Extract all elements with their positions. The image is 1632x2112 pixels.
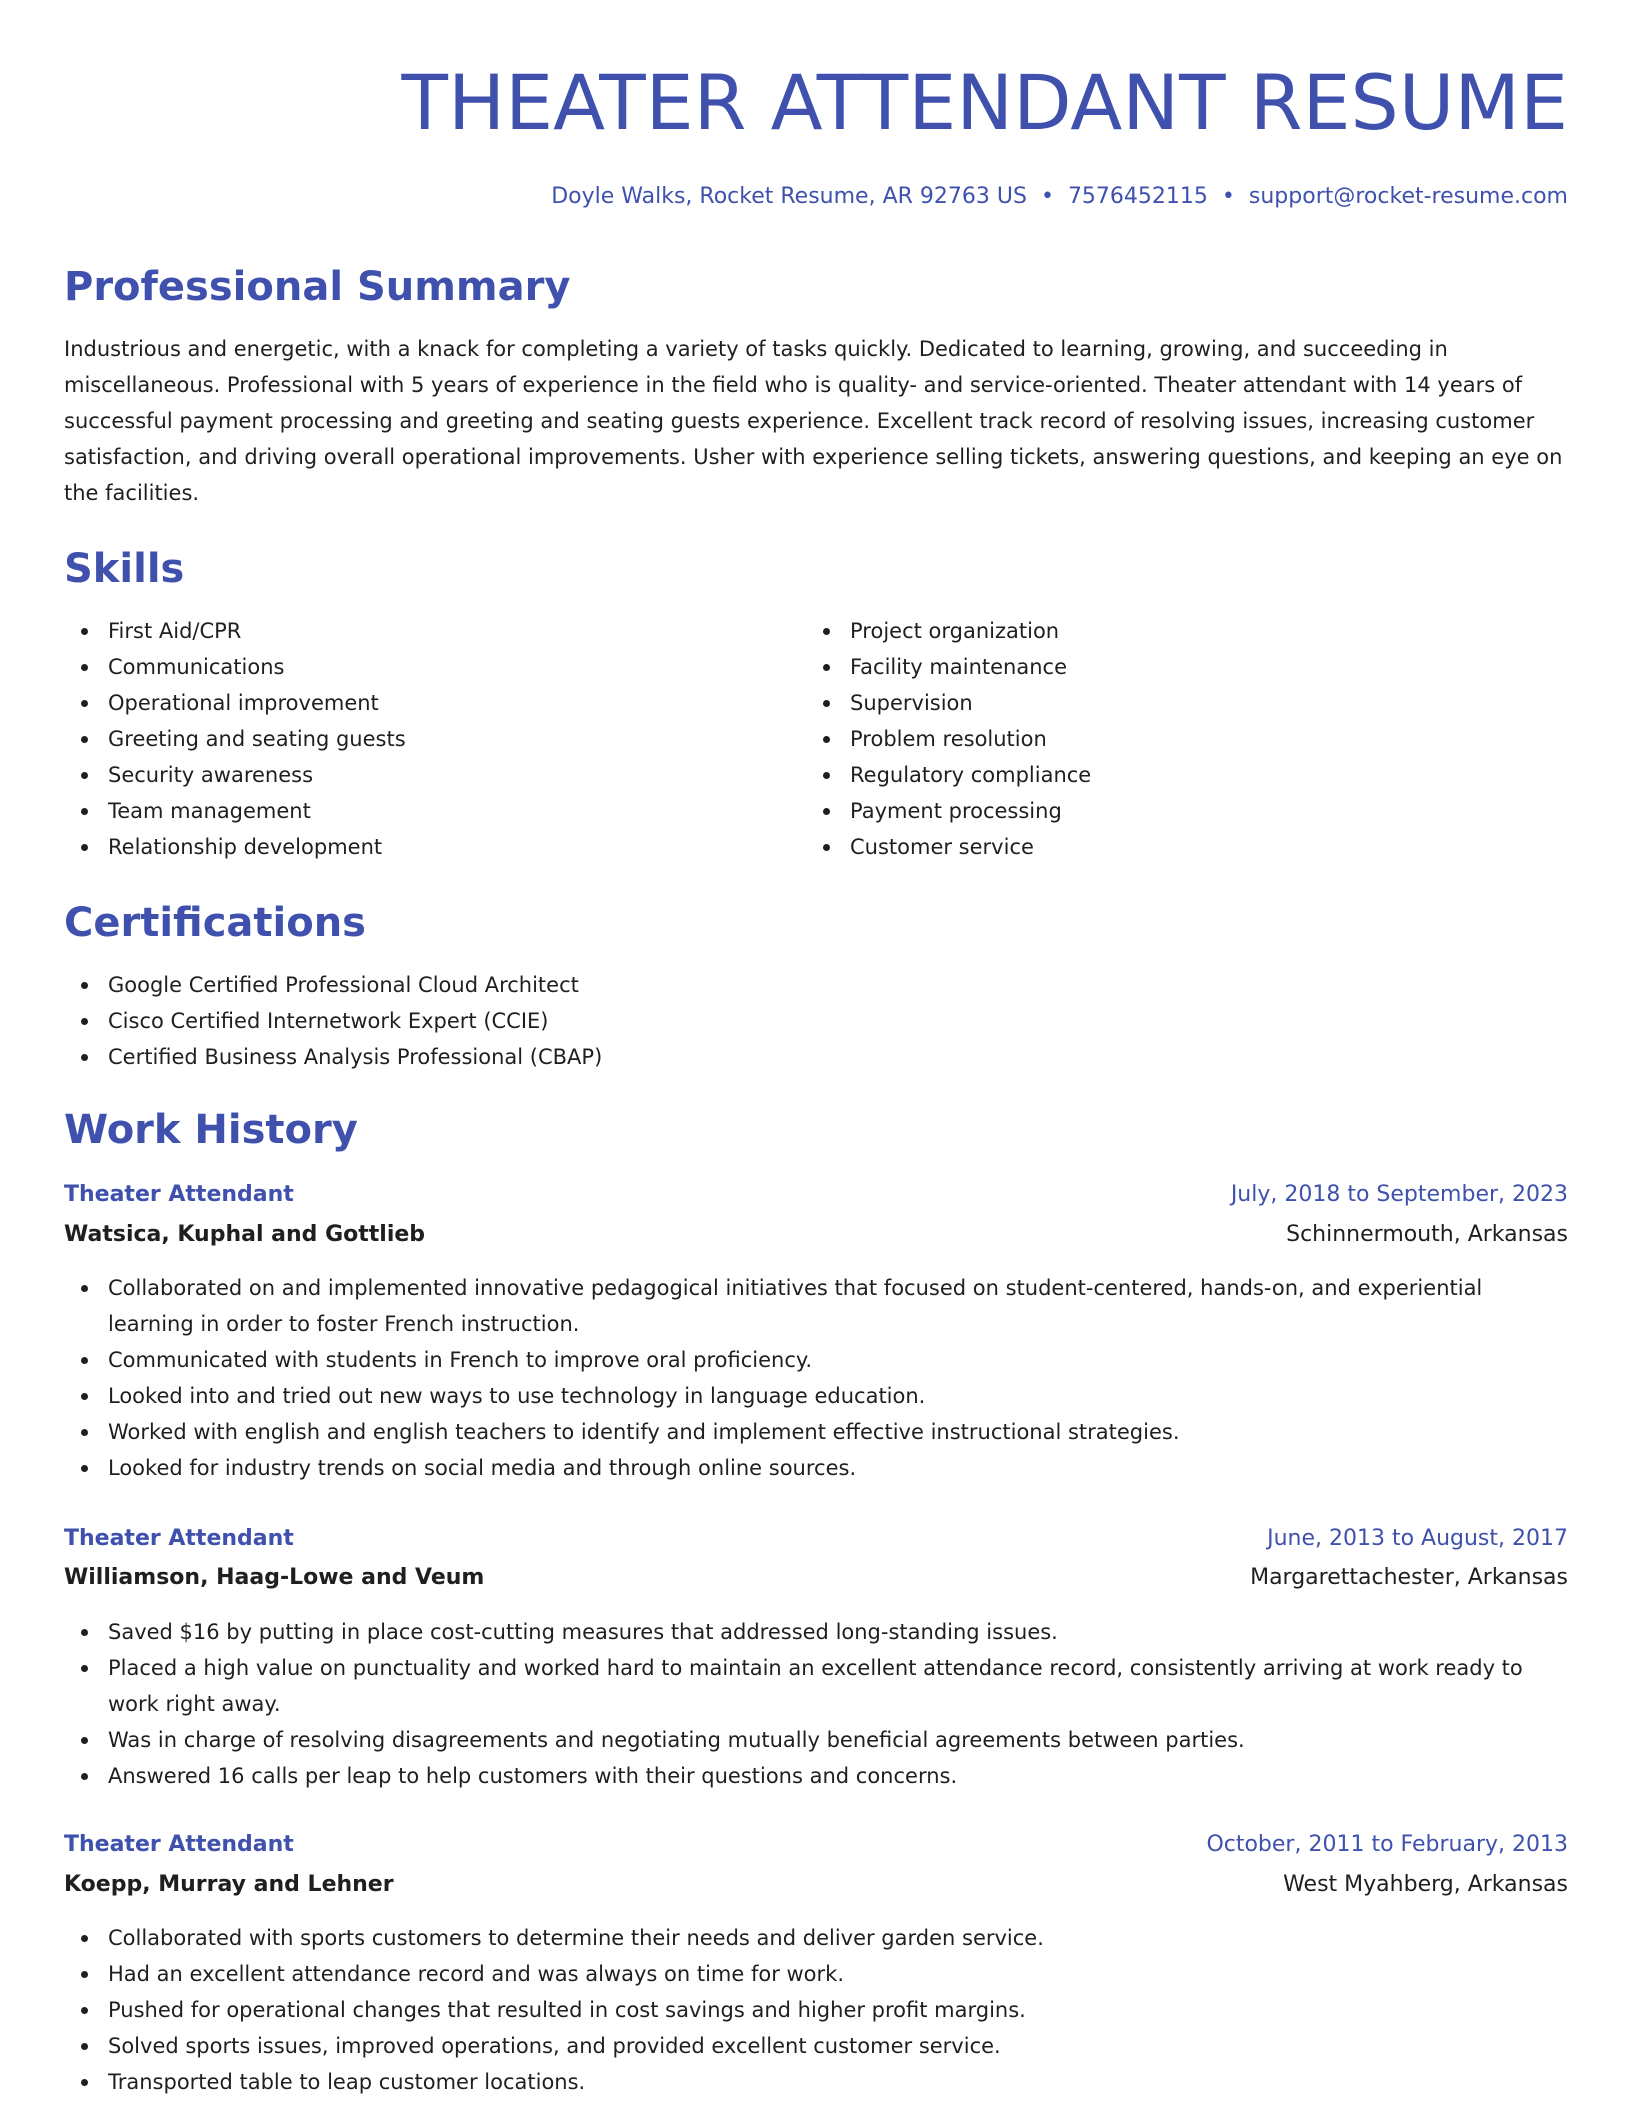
job-location: West Myahberg, Arkansas (1283, 1872, 1568, 1897)
job-bullet: Collaborated with sports customers to determine their needs and deliver garden service. (64, 1920, 1568, 1956)
contact-separator: • (1040, 184, 1054, 209)
job-bullets (64, 1614, 1568, 1794)
skill-item: Supervision (806, 685, 1506, 721)
section-heading-work-history: Work History (64, 1107, 358, 1153)
skill-item: Facility maintenance (806, 649, 1506, 685)
skill-item: Greeting and seating guests (64, 721, 764, 757)
job-company: Koepp, Murray and Lehner (64, 1872, 394, 1897)
section-heading-summary: Professional Summary (64, 264, 571, 310)
resume-title: THEATER ATTENDANT RESUME (401, 58, 1568, 147)
job-bullet: Looked into and tried out new ways to use technology in language education. (64, 1378, 1568, 1414)
job-bullet: Answered 16 calls per leap to help customers with their questions and concerns. (64, 1758, 1568, 1794)
contact-address: Doyle Walks, Rocket Resume, AR 92763 US (551, 184, 1027, 209)
job-location: Schinnermouth, Arkansas (1286, 1222, 1568, 1247)
job-bullet: Looked for industry trends on social media and through online sources. (64, 1450, 1568, 1486)
job-dates: June, 2013 to August, 2017 (1267, 1526, 1568, 1551)
job-bullet: Pushed for operational changes that resulted in cost savings and higher profit margins. (64, 1992, 1568, 2028)
job-bullets (64, 1920, 1568, 2100)
skill-item: First Aid/CPR (64, 613, 764, 649)
job-header-row (64, 1827, 1568, 1863)
section-heading-skills: Skills (64, 546, 185, 592)
job-bullet: Was in charge of resolving disagreements and negotiating mutually beneficial agreements between parties. (64, 1722, 1568, 1758)
job-company-row (64, 1867, 1568, 1903)
job-bullet: Collaborated on and implemented innovative pedagogical initiatives that focused on student-centered, hands-on, and experiential learning in order to foster French instruction. (64, 1270, 1568, 1342)
contact-phone: 7576452115 (1067, 184, 1208, 209)
job-company: Williamson, Haag-Lowe and Veum (64, 1565, 485, 1590)
section-heading-certifications: Certifications (64, 900, 366, 946)
skill-item: Operational improvement (64, 685, 764, 721)
job-company: Watsica, Kuphal and Gottlieb (64, 1222, 426, 1247)
skill-item: Communications (64, 649, 764, 685)
skill-item: Project organization (806, 613, 1506, 649)
summary-text: Industrious and energetic, with a knack for completing a variety of tasks quickly. Dedicated to learning, growing, and succeeding in miscellaneous. Professional with 5 years of experience in the field who is quality- and service-oriented. Theater attendant with 14 years of successful payment processing and greeting and seating guests experience. Excellent track record of resolving issues, increasing customer satisfaction, and driving overall operational improvements. Usher with experience selling tickets, answering questions, and keeping an eye on the facilities. (64, 337, 1563, 505)
job-header-row (64, 1521, 1568, 1557)
certifications-list (64, 967, 1568, 1075)
job-bullet: Saved $16 by putting in place cost-cutting measures that addressed long-standing issues. (64, 1614, 1568, 1650)
job-company-row (64, 1560, 1568, 1596)
job-bullet: Communicated with students in French to improve oral proficiency. (64, 1342, 1568, 1378)
skill-item: Relationship development (64, 829, 764, 865)
skill-item: Team management (64, 793, 764, 829)
skill-item: Problem resolution (806, 721, 1506, 757)
job-dates: October, 2011 to February, 2013 (1206, 1832, 1568, 1857)
skill-item: Regulatory compliance (806, 757, 1506, 793)
job-title: Theater Attendant (64, 1832, 294, 1857)
job-bullet: Had an excellent attendance record and was always on time for work. (64, 1956, 1568, 1992)
contact-line (551, 182, 1568, 212)
job-location: Margarettachester, Arkansas (1250, 1565, 1568, 1590)
skill-item: Security awareness (64, 757, 764, 793)
skill-item: Customer service (806, 829, 1506, 865)
job-header-row (64, 1177, 1568, 1213)
job-bullets (64, 1270, 1568, 1486)
contact-separator: • (1221, 184, 1235, 209)
certification-item: Cisco Certified Internetwork Expert (CCIE) (64, 1003, 1568, 1039)
certification-item: Certified Business Analysis Professional (CBAP) (64, 1039, 1568, 1075)
job-title: Theater Attendant (64, 1182, 294, 1207)
skills-list-right (806, 613, 1506, 865)
job-title: Theater Attendant (64, 1526, 294, 1551)
skills-list-left (64, 613, 764, 865)
job-company-row (64, 1217, 1568, 1253)
resume-page (64, 0, 1568, 2112)
certification-item: Google Certified Professional Cloud Architect (64, 967, 1568, 1003)
skill-item: Payment processing (806, 793, 1506, 829)
job-bullet: Solved sports issues, improved operations, and provided excellent customer service. (64, 2028, 1568, 2064)
job-bullet: Transported table to leap customer locations. (64, 2064, 1568, 2100)
job-dates: July, 2018 to September, 2023 (1230, 1182, 1568, 1207)
job-bullet: Placed a high value on punctuality and worked hard to maintain an excellent attendance record, consistently arriving at work ready to work right away. (64, 1650, 1568, 1722)
contact-email[interactable]: support@rocket-resume.com (1248, 184, 1568, 209)
job-bullet: Worked with english and english teachers to identify and implement effective instructional strategies. (64, 1414, 1568, 1450)
